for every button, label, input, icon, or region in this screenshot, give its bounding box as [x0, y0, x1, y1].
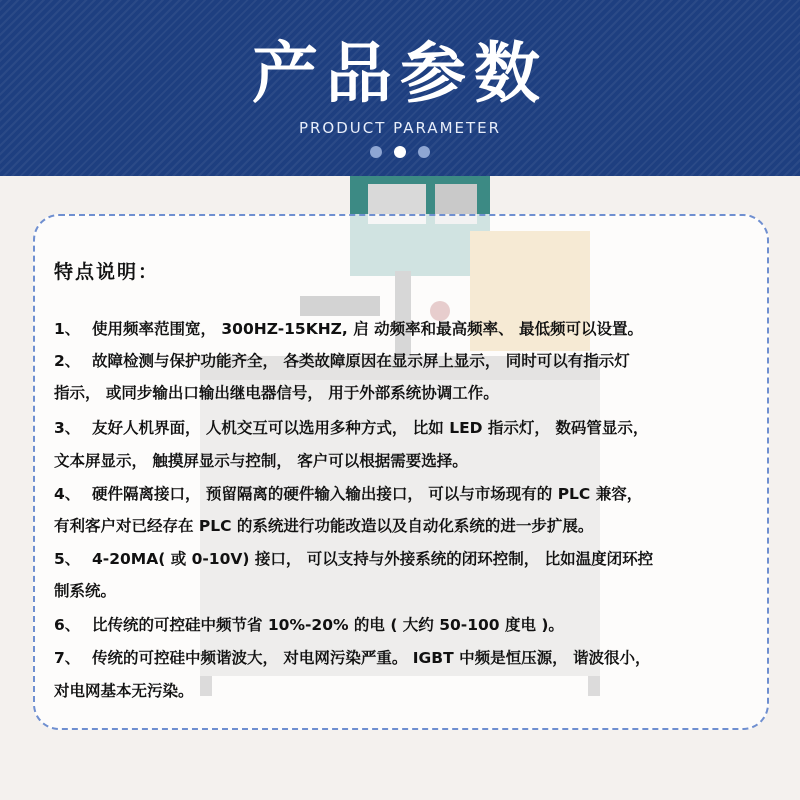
- feature-item-3-cont: [54, 450, 766, 472]
- feature-number: 6、: [54, 616, 81, 634]
- feature-item-1: [54, 318, 766, 340]
- feature-text: 故障检测与保护功能齐全， 各类故障原因在显示屏上显示， 同时可以有指示灯: [92, 352, 630, 370]
- feature-item-5: [54, 548, 766, 570]
- feature-text: 指示， 或同步输出口输出继电器信号， 用于外部系统协调工作。: [54, 384, 499, 402]
- feature-item-7: [54, 647, 766, 669]
- feature-text: 友好人机界面， 人机交互可以选用多种方式， 比如 LED 指示灯， 数码管显示，: [92, 419, 649, 437]
- feature-item-6: [54, 614, 766, 636]
- feature-number: 3、: [54, 419, 81, 437]
- feature-text: 文本屏显示， 触摸屏显示与控制， 客户可以根据需要选择。: [54, 452, 468, 470]
- feature-number: 1、: [54, 320, 81, 338]
- feature-number: 7、: [54, 649, 81, 667]
- feature-number: 5、: [54, 550, 81, 568]
- feature-item-4-cont: [54, 515, 766, 537]
- page-subtitle: PRODUCT PARAMETER: [298, 119, 502, 137]
- feature-text: 4-20MA( 或 0-10V) 接口， 可以支持与外接系统的闭环控制， 比如温度闭环控: [92, 550, 654, 568]
- feature-text: 有利客户对已经存在 PLC 的系统进行功能改造以及自动化系统的进一步扩展。: [54, 517, 594, 535]
- header-banner: [0, 0, 800, 176]
- feature-item-4: [54, 483, 766, 505]
- feature-text: 使用频率范围宽， 300HZ-15KHZ, 启 动频率和最高频率、 最低频可以设置。: [92, 320, 643, 338]
- feature-text: 硬件隔离接口， 预留隔离的硬件输入输出接口， 可以与市场现有的 PLC 兼容，: [92, 485, 643, 503]
- features-heading: 特点说明：: [54, 261, 160, 283]
- carousel-dot-1[interactable]: [370, 146, 382, 158]
- feature-number: 4、: [54, 485, 81, 503]
- feature-item-2-cont: [54, 382, 766, 404]
- feature-item-2: [54, 350, 766, 372]
- feature-text: 对电网基本无污染。: [54, 682, 194, 700]
- feature-text: 比传统的可控硅中频节省 10%-20% 的电 ( 大约 50-100 度电 )。: [92, 616, 564, 634]
- page-title: 产品参数: [252, 35, 548, 112]
- feature-text: 传统的可控硅中频谐波大， 对电网污染严重。 IGBT 中频是恒压源， 谐波很小，: [92, 649, 651, 667]
- feature-item-5-cont: [54, 580, 766, 602]
- carousel-dots: [370, 146, 430, 160]
- feature-text: 制系统。: [54, 582, 117, 600]
- feature-number: 2、: [54, 352, 81, 370]
- carousel-dot-3[interactable]: [418, 146, 430, 158]
- feature-item-3: [54, 417, 766, 439]
- feature-item-7-cont: [54, 680, 766, 702]
- carousel-dot-2[interactable]: [394, 146, 406, 158]
